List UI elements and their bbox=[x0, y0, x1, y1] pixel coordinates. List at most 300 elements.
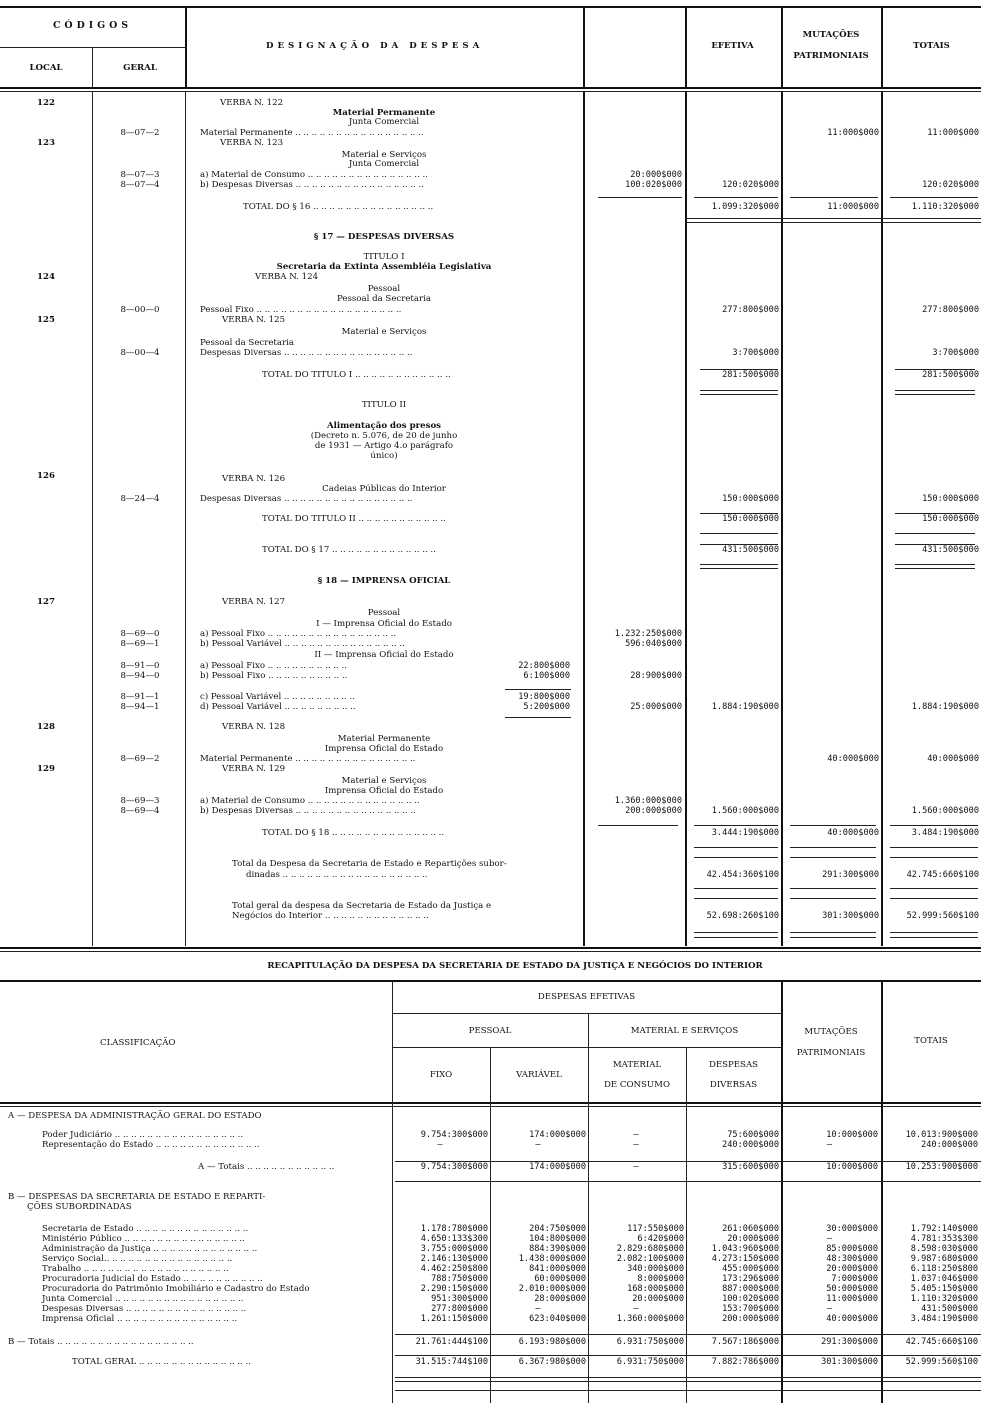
variavel-value: 6.367:980$000 bbox=[518, 1357, 586, 1367]
totais-value: 40:000$000 bbox=[927, 754, 979, 764]
total-rule bbox=[395, 1377, 981, 1378]
totais-value: 120:020$000 bbox=[922, 180, 979, 190]
line-text: Alimentação dos presos bbox=[326, 421, 442, 431]
subtotal-value: 1.360:000$000 bbox=[614, 796, 682, 806]
recap-label: Ministério Público .. .. .. .. .. .. .. .. .. .. .. .. .. .. .. bbox=[42, 1234, 245, 1244]
col-divider bbox=[781, 7, 783, 87]
material-consumo-value: 340:000$000 bbox=[627, 1264, 684, 1274]
sum-rule bbox=[694, 898, 778, 899]
totais-value: 10.013:900$000 bbox=[905, 1130, 978, 1140]
line-text: (Decreto n. 5.076, de 20 de junho bbox=[310, 431, 458, 441]
header-geral: GERAL bbox=[123, 63, 157, 73]
total-rule bbox=[890, 888, 978, 889]
line-text: Junta Comercial bbox=[348, 117, 420, 127]
fixo-value: 1.178:780$000 bbox=[420, 1224, 488, 1234]
sum-rule bbox=[694, 857, 778, 858]
totais-value: 4.781:353$300 bbox=[910, 1234, 978, 1244]
totais-value: 52.999:560$100 bbox=[906, 911, 979, 921]
line-text: Pessoal Fixo .. .. .. .. .. .. .. .. .. .. .. .. .. .. .. .. .. .. bbox=[200, 305, 402, 315]
header-bottom-rule bbox=[0, 87, 981, 89]
local-code: 122 bbox=[37, 98, 55, 108]
recap-patrimoniais: PATRIMONIAIS bbox=[796, 1048, 866, 1058]
fixo-value: 21.761:444$100 bbox=[415, 1337, 488, 1347]
sum-rule bbox=[890, 197, 978, 198]
top-rule bbox=[0, 6, 981, 8]
mutacoes-value: 85:000$000 bbox=[826, 1244, 878, 1254]
recap-label: TOTAL GERAL .. .. .. .. .. .. .. .. .. .. .. .. .. .. bbox=[72, 1357, 251, 1367]
material-consumo-value: — bbox=[633, 1304, 639, 1314]
recap-material-servicos: MATERIAL E SERVIÇOS bbox=[630, 1026, 739, 1036]
totais-value: 3.484:190$000 bbox=[910, 1314, 978, 1324]
line-text: Material Permanente .. .. .. .. .. .. .. .. .. .. .. .. .. .. .. .. bbox=[200, 128, 424, 138]
recap-diversas: DIVERSAS bbox=[709, 1080, 758, 1090]
material-consumo-value: 6:420$000 bbox=[637, 1234, 684, 1244]
total-rule bbox=[395, 1355, 981, 1356]
totais-value: 1.884:190$000 bbox=[911, 702, 979, 712]
recap-rule bbox=[392, 1047, 781, 1048]
local-code: 128 bbox=[37, 722, 55, 732]
total-rule bbox=[895, 394, 975, 395]
line-text: TITULO I bbox=[363, 252, 405, 262]
line-text: TITULO II bbox=[361, 400, 407, 410]
line-text: VERBA N. 123 bbox=[220, 138, 284, 148]
recap-label: Despesas Diversas .. .. .. .. .. .. .. .. .. .. .. .. .. .. .. bbox=[42, 1304, 247, 1314]
recap-rule bbox=[392, 1013, 781, 1014]
despesas-diversas-value: 261:060$000 bbox=[722, 1224, 779, 1234]
total-rule bbox=[895, 390, 975, 391]
variavel-value: 204:750$000 bbox=[529, 1224, 586, 1234]
material-consumo-value: — bbox=[633, 1162, 639, 1172]
totais-value: 277:800$000 bbox=[922, 305, 979, 315]
fixo-value: 3.755:000$000 bbox=[420, 1244, 488, 1254]
local-code: 125 bbox=[37, 315, 55, 325]
sum-rule bbox=[790, 197, 878, 198]
header-mutacoes: MUTAÇÕES bbox=[802, 30, 860, 40]
fixo-value: 2.146:130$000 bbox=[420, 1254, 488, 1264]
header-local: LOCAL bbox=[29, 63, 63, 73]
totais-value: 1.037:046$000 bbox=[910, 1274, 978, 1284]
line-text: Imprensa Oficial do Estado bbox=[324, 786, 444, 796]
line-text: VERBA N. 126 bbox=[222, 474, 286, 484]
total-rule bbox=[395, 1390, 981, 1391]
line-text: b) Pessoal Variável .. .. .. .. .. .. .. .. .. .. .. .. .. .. .. bbox=[200, 639, 405, 649]
subtotal-value: 28:900$000 bbox=[630, 671, 682, 681]
line-text: Material e Serviços bbox=[341, 776, 427, 786]
recap-variavel: VARIÁVEL bbox=[516, 1070, 562, 1080]
despesas-diversas-value: 4.273:150$000 bbox=[711, 1254, 779, 1264]
line-text: c) Pessoal Variável .. .. .. .. .. .. .. .. .. bbox=[200, 692, 355, 702]
recap-despesas-efetivas: DESPESAS EFETIVAS bbox=[537, 992, 636, 1002]
line-text: Despesas Diversas .. .. .. .. .. .. .. .. .. .. .. .. .. .. .. .. bbox=[200, 494, 413, 504]
variavel-value: 28:000$000 bbox=[534, 1294, 586, 1304]
recap-label: Representação do Estado .. .. .. .. .. .. .. .. .. .. .. .. .. bbox=[42, 1140, 260, 1150]
line-text: Pessoal da Secretaria bbox=[200, 338, 294, 348]
total-rule bbox=[694, 932, 778, 933]
totais-value: 150:000$000 bbox=[922, 514, 979, 524]
total-rule bbox=[790, 937, 876, 938]
material-consumo-value: — bbox=[633, 1140, 639, 1150]
line-text: Material e Serviços bbox=[341, 327, 427, 337]
sum-rule bbox=[890, 825, 978, 826]
totais-value: 1.110:320$000 bbox=[911, 202, 979, 212]
mutacoes-value: 301:300$000 bbox=[821, 1357, 878, 1367]
totais-value: 9.987:680$000 bbox=[910, 1254, 978, 1264]
material-consumo-value: 168:000$000 bbox=[627, 1284, 684, 1294]
material-consumo-value: 2.829:680$000 bbox=[616, 1244, 684, 1254]
variavel-value: 841:000$000 bbox=[529, 1264, 586, 1274]
material-consumo-value: 2.082:100$000 bbox=[616, 1254, 684, 1264]
sum-rule bbox=[598, 825, 678, 826]
line-text: TOTAL DO § 18 .. .. .. .. .. .. .. .. .. .. .. .. .. .. bbox=[262, 828, 445, 838]
mutacoes-value: — bbox=[826, 1140, 833, 1150]
line-text: a) Pessoal Fixo .. .. .. .. .. .. .. .. .. .. .. .. .. .. .. .. bbox=[200, 629, 397, 639]
header-bottom-rule-2 bbox=[0, 91, 981, 92]
geral-code: 8—69—4 bbox=[120, 806, 160, 816]
line-text: Material Permanente bbox=[337, 734, 431, 744]
fixo-value: 4.462:250$800 bbox=[420, 1264, 488, 1274]
sum-rule bbox=[890, 898, 978, 899]
totais-value: 3.484:190$000 bbox=[911, 828, 979, 838]
sum-rule bbox=[790, 825, 876, 826]
efetiva-value: 1.884:190$000 bbox=[711, 702, 779, 712]
subitem-value: 19:800$000 bbox=[518, 692, 570, 702]
total-rule bbox=[895, 564, 975, 565]
recap-fixo: FIXO bbox=[429, 1070, 453, 1080]
fixo-value: 9.754:300$000 bbox=[420, 1130, 488, 1140]
totais-value: 5.405:150$000 bbox=[910, 1284, 978, 1294]
recap-title: RECAPITULAÇÃO DA DESPESA DA SECRETARIA DE ESTADO DA JUSTIÇA E NEGÓCIOS DO INTERIOR bbox=[267, 961, 763, 971]
subitem-value: 22:800$000 bbox=[518, 661, 570, 671]
sum-rule bbox=[505, 717, 571, 718]
geral-code: 8—69—0 bbox=[120, 629, 160, 639]
geral-code: 8—69—1 bbox=[120, 639, 160, 649]
col-divider bbox=[685, 7, 687, 87]
variavel-value: 174:000$000 bbox=[529, 1130, 586, 1140]
line-text: TOTAL DO TITULO II .. .. .. .. .. .. .. .. .. .. .. bbox=[262, 514, 446, 524]
geral-code: 8—94—1 bbox=[120, 702, 160, 712]
fixo-value: 4.650:133$300 bbox=[420, 1234, 488, 1244]
subtotal-value: 100:020$000 bbox=[625, 180, 682, 190]
section-rule bbox=[0, 951, 981, 952]
sum-rule bbox=[790, 898, 876, 899]
despesas-diversas-value: 240:000$000 bbox=[722, 1140, 779, 1150]
total-rule bbox=[694, 937, 778, 938]
line-text: VERBA N. 125 bbox=[222, 315, 286, 325]
line-text: a) Material de Consumo .. .. .. .. .. .. .. .. .. .. .. .. .. .. .. bbox=[200, 170, 428, 180]
recap-label: ÇÕES SUBORDINADAS bbox=[27, 1202, 132, 1212]
despesas-diversas-value: 20:000$000 bbox=[727, 1234, 779, 1244]
local-code: 129 bbox=[37, 764, 55, 774]
total-rule bbox=[700, 564, 778, 565]
total-rule bbox=[694, 888, 778, 889]
totais-value: 42.745:660$100 bbox=[906, 870, 979, 880]
mutacoes-value: 301:300$000 bbox=[822, 911, 879, 921]
sum-rule bbox=[598, 197, 682, 198]
mutacoes-value: — bbox=[826, 1304, 833, 1314]
mutacoes-value: 40:000$000 bbox=[826, 1314, 878, 1324]
local-code: 124 bbox=[37, 272, 55, 282]
line-text: VERBA N. 128 bbox=[222, 722, 286, 732]
line-text: dinadas .. .. .. .. .. .. .. .. .. .. .. .. .. .. .. .. .. .. bbox=[246, 870, 428, 880]
total-rule bbox=[700, 394, 778, 395]
total-rule bbox=[694, 847, 778, 848]
recap-label: A — DESPESA DA ADMINISTRAÇÃO GERAL DO ESTADO bbox=[8, 1111, 262, 1121]
mutacoes-value: 11:000$000 bbox=[827, 202, 879, 212]
total-rule bbox=[790, 847, 876, 848]
mutacoes-value: 7:000$000 bbox=[831, 1274, 878, 1284]
subtotal-value: 25:000$000 bbox=[630, 702, 682, 712]
total-rule bbox=[700, 533, 778, 534]
totais-value: 1.560:000$000 bbox=[911, 806, 979, 816]
fixo-value: 31.515:744$100 bbox=[415, 1357, 488, 1367]
fixo-value: 9.754:300$000 bbox=[420, 1162, 488, 1172]
efetiva-value: 281:500$000 bbox=[722, 370, 779, 380]
efetiva-value: 52.698:260$100 bbox=[706, 911, 779, 921]
efetiva-value: 150:000$000 bbox=[722, 494, 779, 504]
header-efetiva: EFETIVA bbox=[711, 41, 754, 51]
recap-label: Junta Comercial .. .. .. .. .. .. .. .. .. .. .. .. .. .. .. .. bbox=[42, 1294, 244, 1304]
subtotal-value: 1.232:250$000 bbox=[614, 629, 682, 639]
line-text: de 1931 — Artigo 4.o parágrafo bbox=[314, 441, 454, 451]
subitem-value: 6:100$000 bbox=[523, 671, 570, 681]
line-text: VERBA N. 129 bbox=[222, 764, 286, 774]
line-text: TOTAL DO TITULO I .. .. .. .. .. .. .. .. .. .. .. .. bbox=[262, 370, 451, 380]
line-text: VERBA N. 122 bbox=[220, 98, 284, 108]
variavel-value: 1.438:000$000 bbox=[518, 1254, 586, 1264]
line-text: Total geral da despesa da Secretaria de Estado da Justiça e bbox=[232, 901, 492, 911]
col-divider bbox=[583, 92, 585, 946]
recap-despesas: DESPESAS bbox=[708, 1060, 759, 1070]
line-text: Pessoal da Secretaria bbox=[337, 294, 431, 304]
line-text: § 17 — DESPESAS DIVERSAS bbox=[313, 232, 455, 242]
geral-code: 8—69—2 bbox=[120, 754, 160, 764]
efetiva-value: 3.444:190$000 bbox=[711, 828, 779, 838]
line-text: Material e Serviços bbox=[341, 150, 427, 160]
line-text: Imprensa Oficial do Estado bbox=[324, 744, 444, 754]
recap-label: Procuradoria do Patrimônio Imobiliário e Cadastro do Estado bbox=[42, 1284, 310, 1294]
mutacoes-value: 40:000$000 bbox=[827, 754, 879, 764]
line-text: I — Imprensa Oficial do Estado bbox=[316, 619, 452, 629]
line-text: Cadeias Públicas do Interior bbox=[322, 484, 446, 494]
geral-code: 8—69—3 bbox=[120, 796, 160, 806]
geral-code: 8—07—2 bbox=[120, 128, 160, 138]
geral-code: 8—24—4 bbox=[120, 494, 160, 504]
geral-code: 8—07—3 bbox=[120, 170, 160, 180]
subtotal-value: 596:040$000 bbox=[625, 639, 682, 649]
recap-rule bbox=[0, 980, 981, 982]
line-text: b) Pessoal Fixo .. .. .. .. .. .. .. .. .. .. bbox=[200, 671, 348, 681]
totais-value: 150:000$000 bbox=[922, 494, 979, 504]
col-divider bbox=[881, 7, 883, 87]
mutacoes-value: 50:000$000 bbox=[826, 1284, 878, 1294]
variavel-value: 884:390$000 bbox=[529, 1244, 586, 1254]
header-codigos: CÓDIGOS bbox=[52, 20, 133, 31]
geral-code: 8—07—4 bbox=[120, 180, 160, 190]
line-text: Material Permanente .. .. .. .. .. .. .. .. .. .. .. .. .. .. .. bbox=[200, 754, 416, 764]
mutacoes-value: 291:300$000 bbox=[821, 1337, 878, 1347]
totais-value: 1.110:320$000 bbox=[910, 1294, 978, 1304]
local-code: 127 bbox=[37, 597, 55, 607]
line-text: d) Pessoal Variável .. .. .. .. .. .. .. .. .. bbox=[200, 702, 356, 712]
sum-rule bbox=[790, 857, 876, 858]
subitem-value: 5:200$000 bbox=[523, 702, 570, 712]
mutacoes-value: 10:000$000 bbox=[826, 1130, 878, 1140]
recap-label: Serviço Social.. .. .. .. .. .. .. .. .. .. .. .. .. .. .. .. bbox=[42, 1254, 233, 1264]
mutacoes-value: 48:300$000 bbox=[826, 1254, 878, 1264]
variavel-value: — bbox=[535, 1304, 541, 1314]
efetiva-value: 431:500$000 bbox=[722, 545, 779, 555]
fixo-value: — bbox=[437, 1140, 443, 1150]
total-rule bbox=[895, 568, 975, 569]
recap-totais: TOTAIS bbox=[914, 1036, 948, 1046]
recap-pessoal: PESSOAL bbox=[468, 1026, 512, 1036]
local-code: 126 bbox=[37, 471, 55, 481]
line-text: II — Imprensa Oficial do Estado bbox=[314, 650, 454, 660]
despesas-diversas-value: 455:000$000 bbox=[722, 1264, 779, 1274]
recap-de-consumo: DE CONSUMO bbox=[603, 1080, 670, 1090]
line-text: § 18 — IMPRENSA OFICIAL bbox=[317, 576, 451, 586]
variavel-value: 60:000$000 bbox=[534, 1274, 586, 1284]
sum-rule bbox=[890, 857, 978, 858]
recap-label: Procuradoria Judicial do Estado .. .. .. .. .. .. .. .. .. .. bbox=[42, 1274, 263, 1284]
total-rule bbox=[395, 1181, 981, 1182]
total-rule bbox=[790, 932, 876, 933]
totais-value: 10.253:900$000 bbox=[905, 1162, 978, 1172]
totais-value: 281:500$000 bbox=[922, 370, 979, 380]
line-text: Despesas Diversas .. .. .. .. .. .. .. .. .. .. .. .. .. .. .. .. bbox=[200, 348, 413, 358]
recap-classificacao: CLASSIFICAÇÃO bbox=[100, 1038, 176, 1048]
totais-value: 8.598:030$000 bbox=[910, 1244, 978, 1254]
header-totais: TOTAIS bbox=[913, 41, 950, 51]
fixo-value: 277:800$000 bbox=[431, 1304, 488, 1314]
line-text: a) Pessoal Fixo .. .. .. .. .. .. .. .. .. .. bbox=[200, 661, 347, 671]
total-rule bbox=[685, 222, 981, 223]
despesas-diversas-value: 7.882:786$000 bbox=[711, 1357, 779, 1367]
mutacoes-value: 40:000$000 bbox=[827, 828, 879, 838]
total-rule bbox=[700, 568, 778, 569]
geral-code: 8—94—0 bbox=[120, 671, 160, 681]
fixo-value: 2.290:150$000 bbox=[420, 1284, 488, 1294]
sum-rule bbox=[694, 197, 778, 198]
header-patrimoniais: PATRIMONIAIS bbox=[793, 51, 869, 61]
despesas-diversas-value: 7.567:186$000 bbox=[711, 1337, 779, 1347]
line-text: Negócios do Interior .. .. .. .. .. .. .. .. .. .. .. .. .. bbox=[232, 911, 429, 921]
line-text: Total da Despesa da Secretaria de Estado e Repartições subor- bbox=[232, 859, 507, 869]
material-consumo-value: 117:550$000 bbox=[627, 1224, 684, 1234]
recap-label: B — DESPESAS DA SECRETARIA DE ESTADO E REPARTI- bbox=[8, 1192, 266, 1202]
line-text: b) Despesas Diversas .. .. .. .. .. .. .. .. .. .. .. .. .. .. .. .. bbox=[200, 180, 424, 190]
mutacoes-value: 11:000$000 bbox=[827, 128, 879, 138]
total-rule bbox=[890, 937, 978, 938]
line-text: Junta Comercial bbox=[348, 159, 420, 169]
recap-label: Poder Judiciário .. .. .. .. .. .. .. .. .. .. .. .. .. .. .. .. bbox=[42, 1130, 244, 1140]
material-consumo-value: — bbox=[633, 1130, 639, 1140]
line-text: Pessoal bbox=[367, 608, 401, 618]
material-consumo-value: 20:000$000 bbox=[632, 1294, 684, 1304]
despesas-diversas-value: 75:600$000 bbox=[727, 1130, 779, 1140]
line-text: Pessoal bbox=[367, 284, 401, 294]
fixo-value: 951:300$000 bbox=[431, 1294, 488, 1304]
recap-label: Trabalho .. .. .. .. .. .. .. .. .. .. .. .. .. .. .. .. .. .. bbox=[42, 1264, 229, 1274]
mutacoes-value: 291:300$000 bbox=[822, 870, 879, 880]
total-rule bbox=[700, 390, 778, 391]
despesas-diversas-value: 315:600$000 bbox=[722, 1162, 779, 1172]
col-divider bbox=[185, 92, 186, 946]
total-rule bbox=[790, 888, 876, 889]
despesas-diversas-value: 887:000$000 bbox=[722, 1284, 779, 1294]
totais-value: 6.118:250$800 bbox=[910, 1264, 978, 1274]
mutacoes-value: 10:000$000 bbox=[826, 1162, 878, 1172]
efetiva-value: 42.454:360$100 bbox=[706, 870, 779, 880]
variavel-value: — bbox=[535, 1140, 541, 1150]
variavel-value: 104:800$000 bbox=[529, 1234, 586, 1244]
totais-value: 240:000$000 bbox=[921, 1140, 978, 1150]
material-consumo-value: 6.931:750$000 bbox=[616, 1357, 684, 1367]
efetiva-value: 150:000$000 bbox=[722, 514, 779, 524]
recap-label: Administração da Justiça .. .. .. .. .. .. .. .. .. .. .. .. .. bbox=[42, 1244, 258, 1254]
variavel-value: 174:000$000 bbox=[529, 1162, 586, 1172]
recap-mutacoes: MUTAÇÕES bbox=[804, 1027, 858, 1037]
col-divider bbox=[92, 47, 93, 87]
despesas-diversas-value: 200:000$000 bbox=[722, 1314, 779, 1324]
line-text: b) Despesas Diversas .. .. .. .. .. .. .. .. .. .. .. .. .. .. .. bbox=[200, 806, 416, 816]
total-rule bbox=[890, 932, 978, 933]
line-text: TOTAL DO § 17 .. .. .. .. .. .. .. .. .. .. .. .. .. bbox=[262, 545, 436, 555]
col-divider bbox=[92, 92, 93, 946]
totais-value: 3:700$000 bbox=[932, 348, 979, 358]
sum-rule bbox=[505, 689, 571, 690]
subtotal-value: 200:000$000 bbox=[625, 806, 682, 816]
geral-code: 8—91—0 bbox=[120, 661, 160, 671]
efetiva-value: 1.099:320$000 bbox=[711, 202, 779, 212]
totais-value: 431:500$000 bbox=[921, 1304, 978, 1314]
totais-value: 431:500$000 bbox=[922, 545, 979, 555]
total-rule bbox=[895, 533, 975, 534]
efetiva-value: 1.560:000$000 bbox=[711, 806, 779, 816]
efetiva-value: 277:800$000 bbox=[722, 305, 779, 315]
line-text: único) bbox=[370, 451, 398, 461]
totais-value: 1.792:140$000 bbox=[910, 1224, 978, 1234]
despesas-diversas-value: 100:020$000 bbox=[722, 1294, 779, 1304]
recap-label: B — Totais .. .. .. .. .. .. .. .. .. .. .. .. .. .. .. .. .. bbox=[8, 1337, 194, 1347]
fixo-value: 1.261:150$000 bbox=[420, 1314, 488, 1324]
mutacoes-value: 20:000$000 bbox=[826, 1264, 878, 1274]
section-rule bbox=[0, 947, 981, 949]
line-text: VERBA N. 127 bbox=[222, 597, 286, 607]
variavel-value: 623:040$000 bbox=[529, 1314, 586, 1324]
recap-label: Imprensa Oficial .. .. .. .. .. .. .. .. .. .. .. .. .. .. .. bbox=[42, 1314, 238, 1324]
material-consumo-value: 8:000$000 bbox=[637, 1274, 684, 1284]
fixo-value: 788:750$000 bbox=[431, 1274, 488, 1284]
mutacoes-value: 30:000$000 bbox=[826, 1224, 878, 1234]
despesas-diversas-value: 173:296$000 bbox=[722, 1274, 779, 1284]
sum-rule bbox=[395, 1334, 981, 1335]
material-consumo-value: 6.931:750$000 bbox=[616, 1337, 684, 1347]
line-text: VERBA N. 124 bbox=[255, 272, 319, 282]
total-rule bbox=[890, 847, 978, 848]
material-consumo-value: 1.360:000$000 bbox=[616, 1314, 684, 1324]
mutacoes-value: — bbox=[826, 1234, 833, 1244]
recap-material: MATERIAL bbox=[612, 1060, 662, 1070]
recap-label: A — Totais .. .. .. .. .. .. .. .. .. .. .. bbox=[198, 1162, 335, 1172]
total-rule bbox=[395, 1381, 981, 1382]
mutacoes-value: 11:000$000 bbox=[826, 1294, 878, 1304]
line-text: Secretaria da Extinta Assembléia Legislativa bbox=[276, 262, 492, 272]
total-rule bbox=[685, 218, 981, 219]
col-divider bbox=[781, 92, 783, 946]
geral-code: 8—00—0 bbox=[120, 305, 160, 315]
col-divider bbox=[185, 7, 187, 87]
